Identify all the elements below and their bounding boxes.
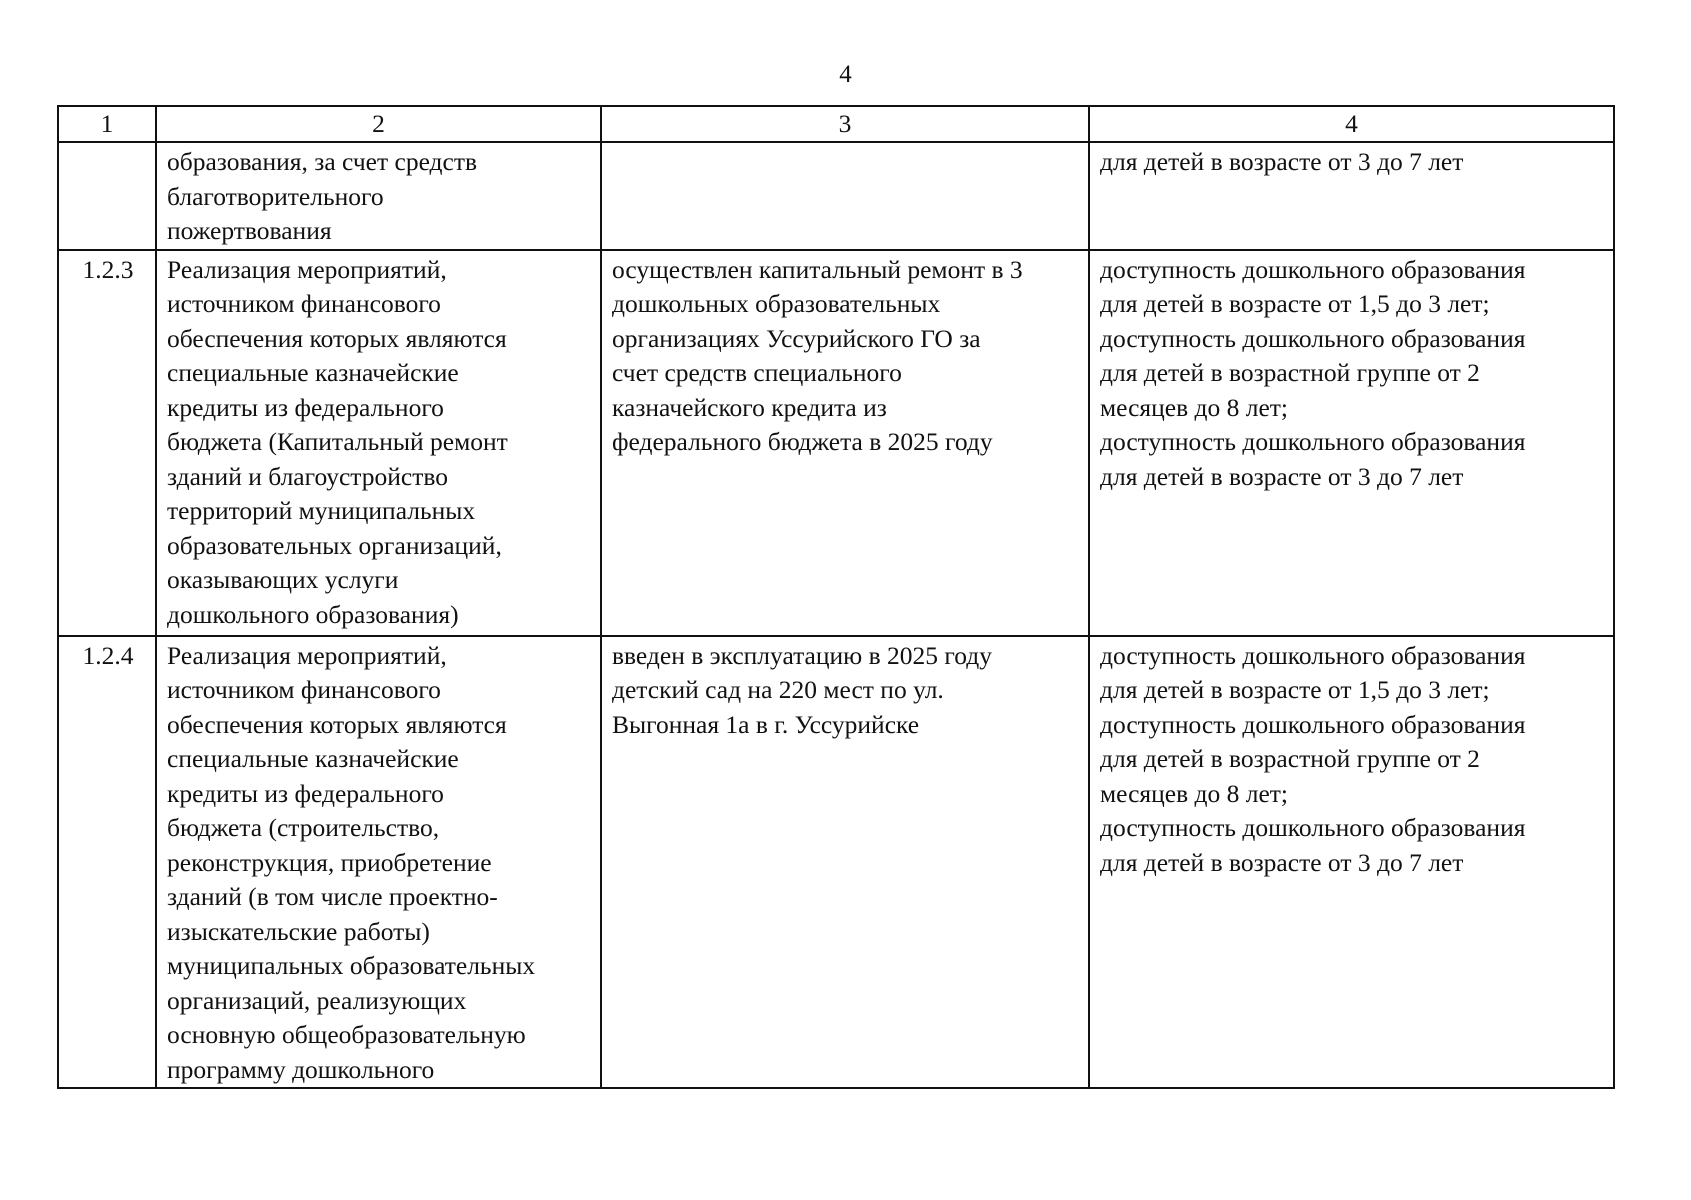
- cell-text-line: образовательных организаций,: [167, 530, 502, 560]
- cell-text-line: для детей в возрастной группе от 2: [1100, 358, 1480, 387]
- table-header-row: [58, 106, 1614, 142]
- cell-text-line: доступность дошкольного образования: [1100, 254, 1526, 284]
- cell-text-line: счет средств специального: [612, 358, 902, 387]
- column-header: 4: [1089, 106, 1614, 142]
- cell-text-line: программу дошкольного: [167, 1054, 435, 1084]
- cell-text-line: источником финансового: [167, 289, 441, 318]
- cell-text-line: специальные казначейские: [167, 744, 459, 773]
- cell-text-line: кредиты из федерального: [167, 392, 444, 422]
- cell-text-line: доступность дошкольного образования: [1100, 813, 1526, 842]
- cell-text-line: Реализация мероприятий,: [167, 640, 447, 670]
- cell-text-line: организациях Уссурийского ГО за: [612, 323, 981, 353]
- cell-text-line: территорий муниципальных: [167, 496, 476, 525]
- cell-text-line: для детей в возрасте от 3 до 7 лет: [1100, 847, 1464, 877]
- cell-text-line: месяцев до 8 лет;: [1100, 392, 1289, 422]
- measures-table: [57, 105, 1615, 1089]
- cell-text-line: обеспечения которых являются: [167, 709, 507, 739]
- cell-text-line: детский сад на 220 мест по ул.: [612, 675, 944, 704]
- row-number-cell: 1.2.4: [58, 636, 156, 1089]
- cell-text-line: основную общеобразовательную: [167, 1020, 526, 1049]
- cell-text-line: для детей в возрасте от 1,5 до 3 лет;: [1100, 675, 1490, 704]
- indicator-cell: [1089, 142, 1614, 250]
- cell-text-line: организаций, реализующих: [167, 985, 467, 1015]
- table-row: [58, 636, 1614, 1089]
- cell-text-line: пожертвования: [167, 216, 332, 245]
- column-header: 1: [58, 106, 156, 142]
- cell-text-line: казначейского кредита из: [612, 392, 887, 422]
- cell-text-line: для детей в возрасте от 3 до 7 лет: [1100, 147, 1464, 176]
- cell-text-line: зданий и благоустройство: [167, 461, 448, 491]
- result-cell: [601, 636, 1089, 1089]
- cell-text-line: доступность дошкольного образования: [1100, 709, 1526, 739]
- result-cell: [601, 250, 1089, 636]
- cell-text-line: бюджета (строительство,: [167, 813, 440, 842]
- page-number: 4: [839, 61, 852, 88]
- cell-text-line: оказывающих услуги: [167, 565, 399, 594]
- table-row: [58, 250, 1614, 636]
- cell-text-line: доступность дошкольного образования: [1100, 427, 1526, 456]
- measure-cell: [156, 250, 601, 636]
- cell-text-line: месяцев до 8 лет;: [1100, 778, 1289, 808]
- row-number-cell: 1.2.3: [58, 250, 156, 636]
- cell-text-line: бюджета (Капитальный ремонт: [167, 427, 508, 456]
- measure-cell: [156, 636, 601, 1089]
- row-number-cell: [58, 142, 156, 250]
- column-header: 2: [156, 106, 601, 142]
- cell-text-line: источником финансового: [167, 675, 441, 704]
- table-body: [58, 142, 1614, 1088]
- column-header: 3: [601, 106, 1089, 142]
- cell-text-line: для детей в возрастной группе от 2: [1100, 744, 1480, 773]
- cell-text-line: федерального бюджета в 2025 году: [612, 427, 993, 456]
- indicator-cell: [1089, 636, 1614, 1089]
- cell-text-line: кредиты из федерального: [167, 778, 444, 808]
- measure-cell: [156, 142, 601, 250]
- result-cell: [601, 142, 1089, 250]
- cell-text-line: осуществлен капитальный ремонт в 3: [612, 254, 1023, 284]
- cell-text-line: благотворительного: [167, 181, 384, 211]
- cell-text-line: доступность дошкольного образования: [1100, 640, 1526, 670]
- cell-text-line: изыскательские работы): [167, 916, 430, 946]
- cell-text-line: Выгонная 1а в г. Уссурийске: [612, 709, 920, 739]
- cell-text-line: муниципальных образовательных: [167, 951, 536, 980]
- cell-text-line: доступность дошкольного образования: [1100, 323, 1526, 353]
- cell-text-line: обеспечения которых являются: [167, 323, 507, 353]
- cell-text-line: Реализация мероприятий,: [167, 254, 447, 284]
- cell-text-line: специальные казначейские: [167, 358, 459, 387]
- cell-text-line: для детей в возрасте от 3 до 7 лет: [1100, 461, 1464, 491]
- cell-text-line: введен в эксплуатацию в 2025 году: [612, 640, 992, 670]
- cell-text-line: зданий (в том числе проектно-: [167, 882, 498, 911]
- cell-text-line: для детей в возрасте от 1,5 до 3 лет;: [1100, 289, 1490, 318]
- cell-text-line: реконструкция, приобретение: [167, 847, 492, 877]
- table-row: [58, 142, 1614, 250]
- cell-text-line: образования, за счет средств: [167, 147, 478, 176]
- cell-text-line: дошкольного образования): [167, 599, 459, 629]
- cell-text-line: дошкольных образовательных: [612, 289, 941, 318]
- indicator-cell: [1089, 250, 1614, 636]
